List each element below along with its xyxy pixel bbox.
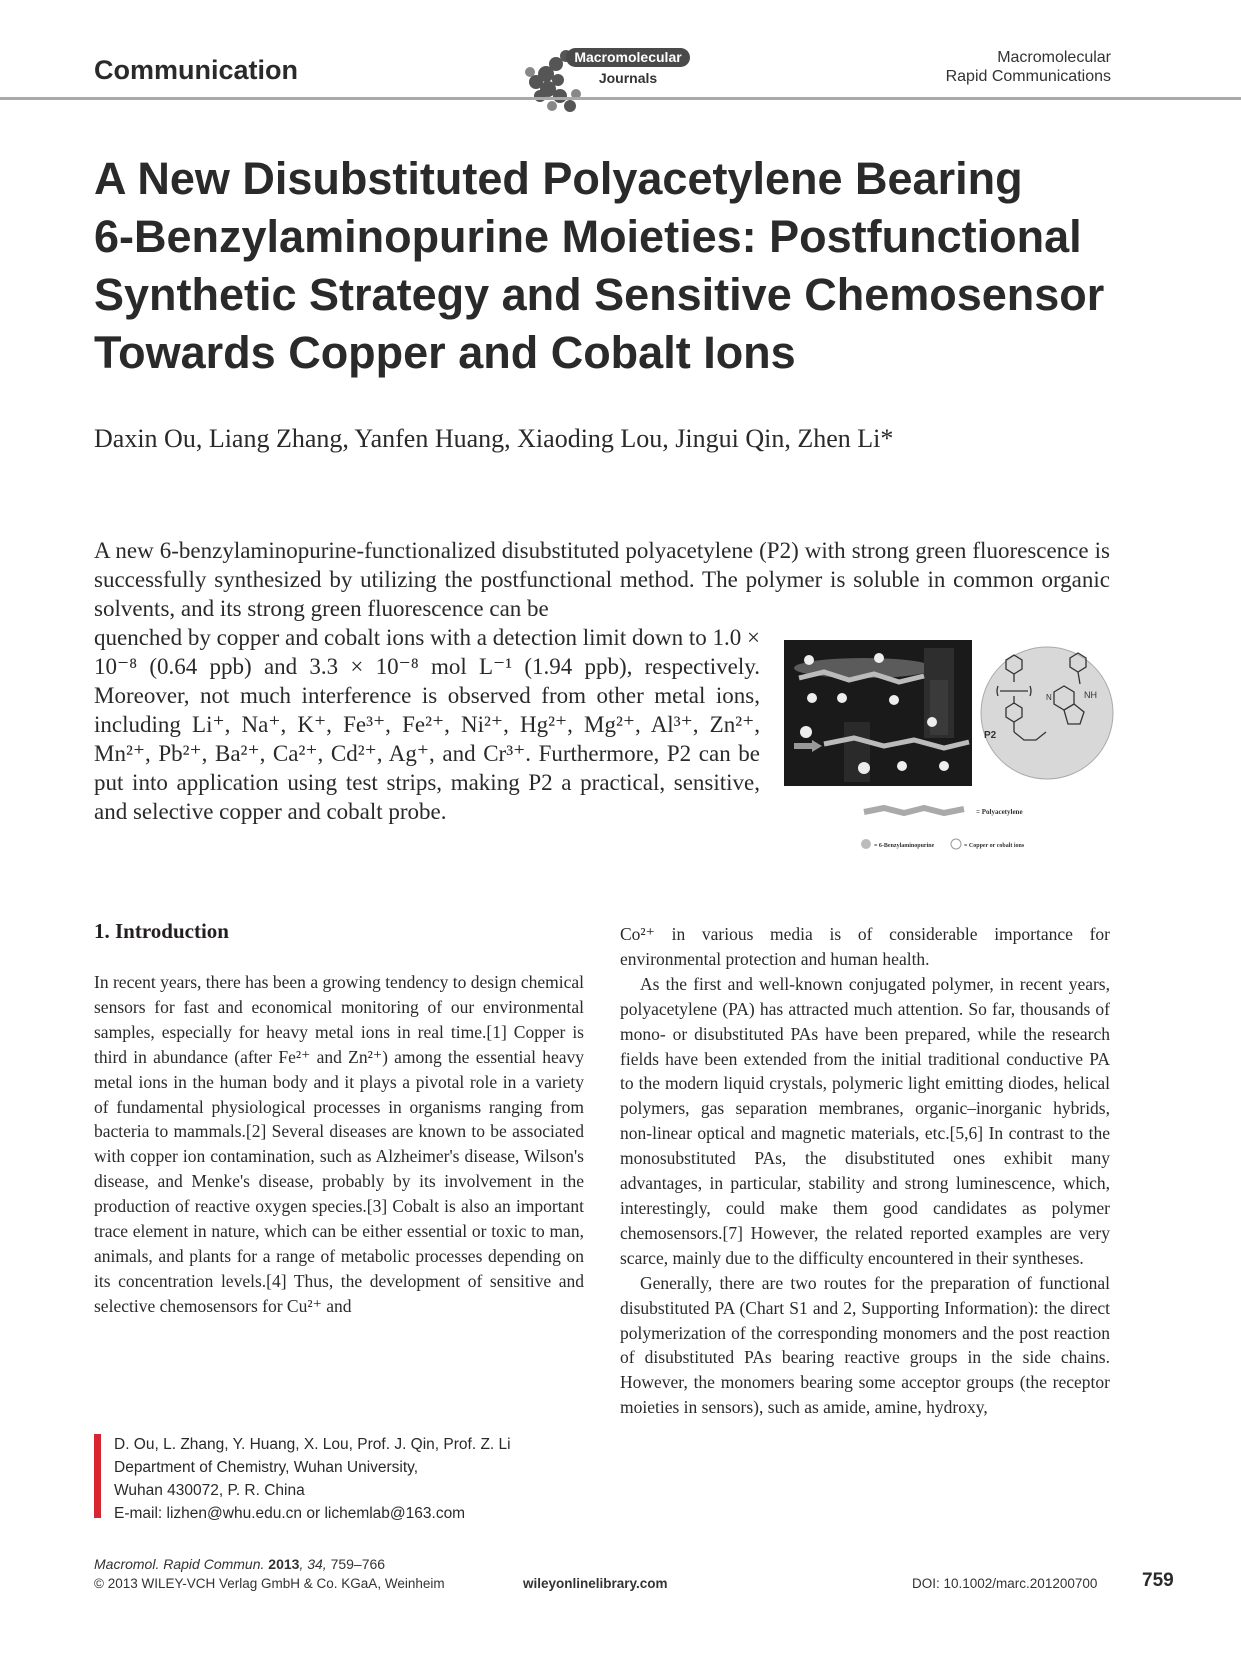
affiliation-address: Wuhan 430072, P. R. China	[114, 1482, 305, 1499]
affiliation-department: Department of Chemistry, Wuhan University,	[114, 1459, 419, 1476]
logo-text-macromolecular: Macromolecular	[574, 49, 682, 65]
header-rule	[0, 97, 1241, 100]
citation-volume: 34	[307, 1556, 323, 1572]
doi[interactable]: DOI: 10.1002/marc.201200700	[912, 1576, 1098, 1591]
abstract-text-top: A new 6-benzylaminopurine-functionalized disubstituted polyacetylene (P2) with strong green fluorescence is successfully synthesized by utilizing the postfunctional method. The polymer is soluble in common organic solvents, and its strong green fluorescence can be	[94, 538, 1110, 621]
title-line: 6-Benzylaminopurine Moieties: Postfunctional	[94, 211, 1082, 262]
paragraph: As the first and well-known conjugated polymer, in recent years, polyacetylene (PA) has attracted much attention. So far, thousands of mono- or disubstituted PAs have been prepared, while the research fields have been extended from the initial traditional conductive PA to the modern liquid crystals, polymeric light emitting diodes, helical polymers, gas separation membranes, organic–inorganic hybrids, non-linear optical and magnetic materials, etc.[5,6] In contrast to the monosubstituted PAs, the disubstituted ones exhibit many advantages, in particular, stability and strong luminescence, which, interestingly, could make them good candidates as polymer chemosensors.[7] However, the related reported examples are very scarce, mainly due to the difficulty encountered in their syntheses.	[620, 973, 1110, 1268]
legend-purine: = 6-Benzylaminopurine	[874, 843, 935, 849]
structure-sphere	[981, 647, 1113, 779]
label-n: N	[1046, 693, 1052, 702]
legend-chain-swatch	[864, 808, 964, 813]
author-list: Daxin Ou, Liang Zhang, Yanfen Huang, Xiaoding Lou, Jingui Qin, Zhen Li*	[94, 424, 894, 453]
journal-name-line1: Macromolecular	[997, 49, 1111, 66]
journal-name-line2: Rapid Communications	[945, 68, 1111, 85]
section-heading-introduction: 1. Introduction	[94, 919, 229, 943]
title-line: A New Disubstituted Polyacetylene Bearing	[94, 153, 1023, 204]
legend-purine-swatch	[861, 839, 871, 849]
paragraph: In recent years, there has been a growing tendency to design chemical sensors for fast and economical monitoring of our environmental samples, especially for heavy metal ions in real time.[1] Copper is third in abundance (after Fe²⁺ and Zn²⁺) among the essential heavy metal ions in the human body and it plays a pivotal role in a variety of fundamental physiological processes in organisms ranging from bacteria to mammals.[2] Several diseases are known to be associated with copper ion contamination, such as Alzheimer's disease, Wilson's disease, and Menke's disease, probably by its involvement in the production of reactive oxygen species.[3] Cobalt is also an important trace element in nature, which can be either essential or toxic to man, animals, and plants for a range of metabolic processes depending on its concentration levels.[4] Thus, the development of sensitive and selective chemosensors for Cu²⁺ and	[94, 972, 584, 1316]
paragraph: Co²⁺ in various media is of considerable importance for environmental protection and human health.	[620, 924, 1110, 969]
title-line: Synthetic Strategy and Sensitive Chemosensor	[94, 269, 1105, 320]
citation-pages: 759–766	[330, 1556, 386, 1572]
affiliation-email: E-mail: lizhen@whu.edu.cn or lichemlab@163.com	[114, 1505, 466, 1522]
legend-ion-swatch	[951, 839, 961, 849]
legend-polyacetylene: = Polyacetylene	[976, 808, 1023, 816]
page-number: 759	[1142, 1570, 1174, 1591]
title-line: Towards Copper and Cobalt Ions	[94, 327, 796, 378]
legend-ion: = Copper or cobalt ions	[964, 843, 1025, 849]
citation-year: 2013	[268, 1556, 300, 1572]
affiliation-authors: D. Ou, L. Zhang, Y. Huang, X. Lou, Prof. J. Qin, Prof. Z. Li	[114, 1436, 511, 1453]
graphical-abstract	[784, 640, 1114, 852]
journal-logo	[518, 34, 698, 116]
citation-journal: Macromol. Rapid Commun.	[94, 1556, 265, 1572]
affiliation-block	[114, 1433, 511, 1525]
article-title	[94, 150, 1144, 382]
abstract-text-bottom: quenched by copper and cobalt ions with a detection limit down to 1.0 × 10⁻⁸ (0.64 ppb) and 3.3 × 10⁻⁸ mol L⁻¹ (1.94 ppb), respectively. Moreover, not much interference is observed from other metal ions, including Li⁺, Na⁺, K⁺, Fe³⁺, Fe²⁺, Ni²⁺, Hg²⁺, Mg²⁺, Al³⁺, Zn²⁺, Mn²⁺, Pb²⁺, Ba²⁺, Ca²⁺, Cd²⁺, Ag⁺, and Cr³⁺. Furthermore, P2 can be put into application using test strips, making P2 a practical, sensitive, and selective copper and cobalt probe.	[94, 625, 760, 824]
section-label: Communication	[94, 55, 299, 85]
intro-right-column	[620, 922, 1110, 1420]
website-link[interactable]: wileyonlinelibrary.com	[523, 1576, 668, 1591]
journal-name	[946, 48, 1111, 86]
affiliation-accent-bar	[94, 1434, 101, 1518]
intro-left-column	[94, 970, 584, 1319]
label-nh: NH	[1084, 690, 1097, 700]
paragraph: Generally, there are two routes for the preparation of functional disubstituted PA (Chart S1 and 2, Supporting Information): the direct polymerization of the corresponding monomers and the post reaction of disubstituted PAs bearing reactive groups in the side chains. However, the monomers bearing some acceptor groups (the receptor moieties in sensors), such as amide, amine, hydroxy,	[620, 1272, 1110, 1418]
label-p2: P2	[984, 730, 997, 741]
logo-text-journals: Journals	[598, 70, 658, 86]
copyright: © 2013 WILEY-VCH Verlag GmbH & Co. KGaA, Weinheim	[94, 1576, 445, 1591]
citation-line: Macromol. Rapid Commun. 2013, 34, 759–766	[94, 1556, 386, 1572]
